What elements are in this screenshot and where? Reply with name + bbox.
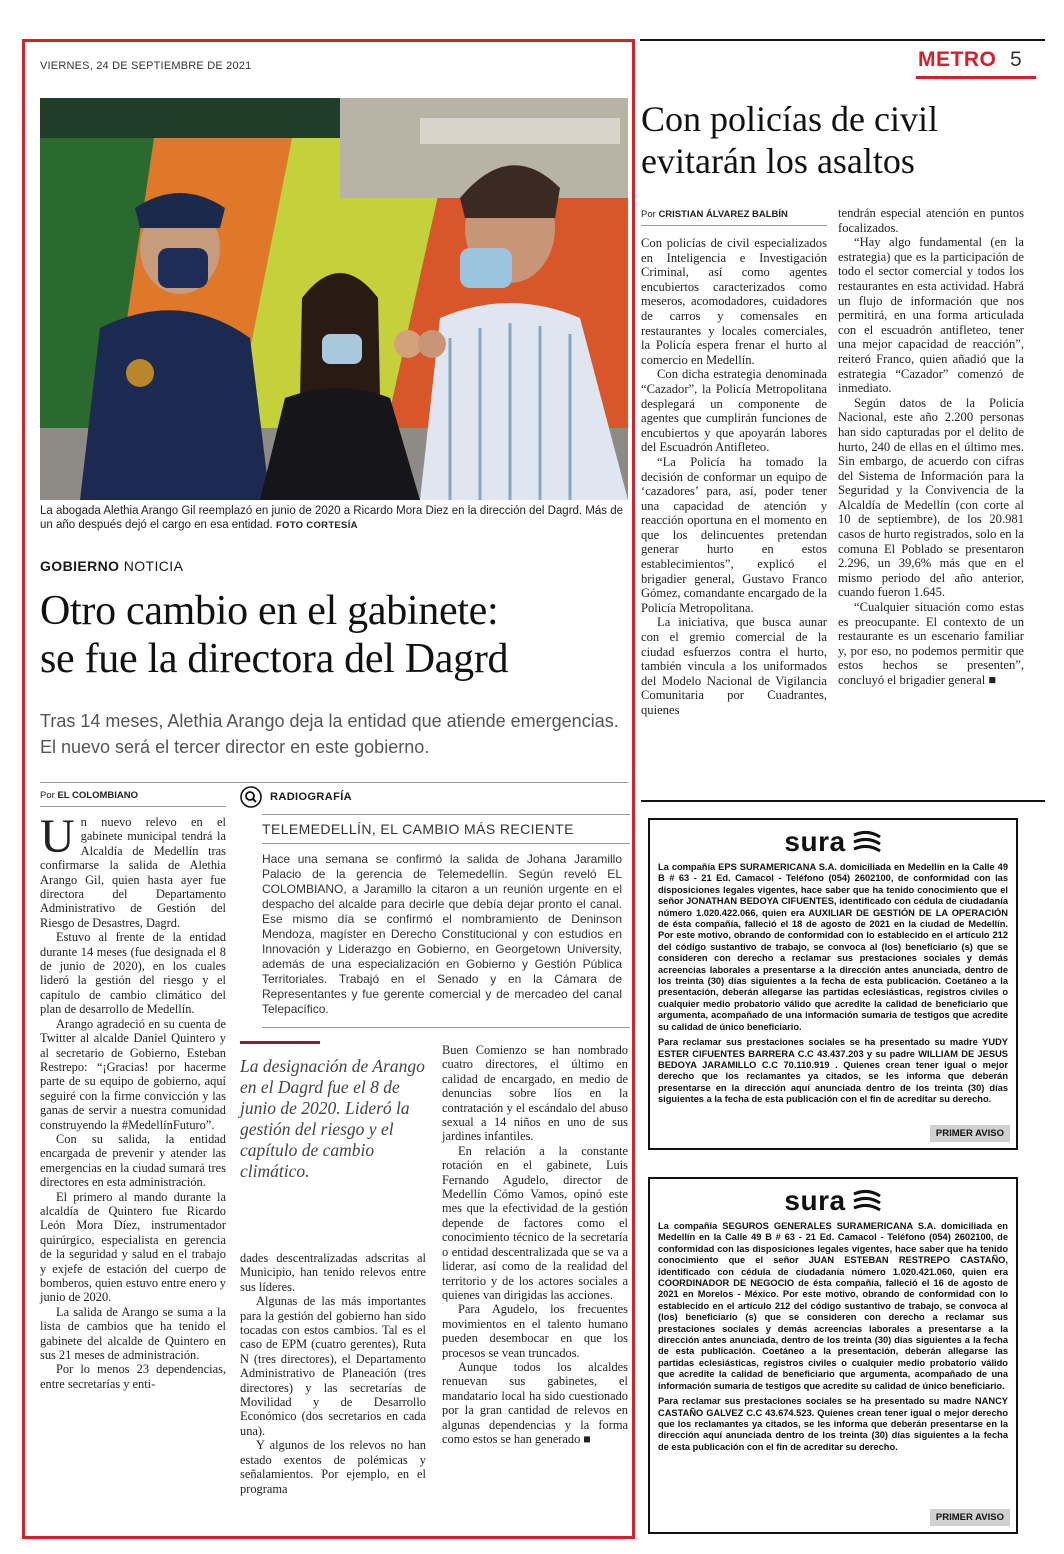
search-icon	[240, 786, 262, 808]
photo-illustration	[40, 98, 628, 500]
logo-text: sura	[784, 1185, 846, 1216]
paragraph	[40, 810, 226, 930]
pull-quote-rule	[240, 1041, 320, 1044]
right-byline-rule	[641, 225, 827, 226]
radiografia-title: TELEMEDELLÍN, EL CAMBIO MÁS RECIENTE	[262, 821, 574, 837]
radiografia-rule-bottom	[262, 1027, 630, 1028]
photo-caption	[40, 504, 630, 533]
paragraph: “Hay algo fundamental (en la estrategia) que es la participación de todo el sector comercial y todos los restaurantes en esta actividad. Habrá un flujo de información que nos permitirá, en una forma articulada con el escuadrón antifleteo, tener una mejor capacidad de reacción”, reiteró Franco, quien añadió que la estrategia “Cazador” comenzó de inmediato.	[838, 235, 1024, 396]
right-byline	[641, 209, 788, 220]
paragraph-text: n nuevo relevo en el gabinete municipal tendrá la Alcaldía de Medellín tras confirmarse la salida de Alethia Arango Gil, quien hasta ayer fue directora del Departamento Administrativo de Gestión del Riesgo de Desastres, Dagrd.	[40, 815, 226, 930]
notice-badge: PRIMER AVISO	[930, 1125, 1010, 1142]
main-column-1	[40, 810, 226, 1391]
paragraph: Buen Comienzo se han nombrado cuatro directores, el último en calidad de encargado, en medio de denuncias sobre líos en la contratación y el escándalo del abuso sexual a 14 niños en uno de sus jardines infantiles.	[442, 1043, 628, 1144]
paragraph: La iniciativa, que busca aunar con el gremio comercial de la ciudad esfuerzos contra el hurto, también vincula a los uniformados del Modelo Nacional de Vigilancia Comunitaria por Cuadrantes, quienes	[641, 615, 827, 717]
paragraph: La salida de Arango se suma a la lista de cambios que ha tenido el gabinete del alcalde de Quintero en sus 21 meses de administración.	[40, 1304, 226, 1363]
paragraph: dades descentralizadas adscritas al Municipio, han tenido relevos entre sus líderes.	[240, 1251, 426, 1294]
notice-paragraph-2: Para reclamar sus prestaciones sociales se ha presentado su madre YUDY ESTER CIFUENTES BARRERA C.C 43.437.203 y su padre WILLIAM DE JESUS BEDOYA JARAMILLO C.C 70.110.919 . Quienes crean tener igual o mejor derecho que los reclamantes ya citados, se les informa que deberán presentarse en la dirección aquí anunciada dentro de los treinta (30) días siguientes a la fecha de esta publicación con el fin de acreditar su derecho.	[658, 1037, 1008, 1105]
byline-author: CRISTIAN ÁLVAREZ BALBÍN	[658, 209, 788, 220]
paragraph: Aunque todos los alcaldes renuevan sus gabinetes, el mandatario local ha sido cuestionado por la gran cantidad de relevos en algunas dependencias y la forma como estos se han generado ■	[442, 1359, 628, 1446]
main-column-3	[442, 1043, 628, 1446]
pull-quote: La designación de Arango en el Dagrd fue el 8 de junio de 2020. Lideró la gestión del riesgo y el capítulo de cambio climático.	[240, 1056, 425, 1181]
sura-logo	[658, 1185, 1008, 1217]
top-rule	[640, 39, 1045, 41]
paragraph: Estuvo al frente de la entidad durante 14 meses (fue designada el 8 de junio de 2020), en los cuales lideró la gestión del riesgo y el capítulo de cambio climático del plan de desarrollo de Medellín.	[40, 930, 226, 1017]
issue-date: VIERNES, 24 DE SEPTIEMBRE DE 2021	[40, 60, 252, 72]
byline-author: EL COLOMBIANO	[57, 790, 139, 801]
paragraph: “Cualquier situación como estas es preocupante. El contexto de un restaurante es un escenario familiar y, por eso, no podemos permitir que estos hechos se presenten”, concluyó el brigadier general ■	[838, 600, 1024, 687]
byline-prefix: Por	[641, 209, 656, 220]
sura-logo	[658, 826, 1008, 858]
legal-notice-1	[648, 818, 1018, 1150]
paragraph: Por lo menos 23 dependencias, entre secretarías y enti-	[40, 1362, 226, 1391]
byline-rule	[40, 806, 226, 807]
headline-line-1: Otro cambio en el gabinete:	[40, 588, 499, 634]
sura-swoosh-icon	[852, 829, 882, 855]
legal-notice-2	[648, 1177, 1018, 1534]
radiografia-rule-mid	[262, 843, 630, 844]
deck-rule	[40, 782, 628, 783]
right-headline-line-1: Con policías de civil	[641, 99, 938, 139]
article-photo	[40, 98, 628, 500]
section-name: METRO	[918, 48, 997, 71]
notice-badge: PRIMER AVISO	[930, 1509, 1010, 1526]
right-headline-line-2: evitarán los asaltos	[641, 141, 915, 181]
right-column-2	[838, 206, 1024, 688]
radiografia-text: Hace una semana se confirmó la salida de Johana Jaramillo Palacio de la gerencia de Telemedellín. Según reveló EL COLOMBIANO, a Jaramillo la citaron a un reunión urgente en el despacho del alcalde para decirle que debía dejar pronto el canal. Ese mismo día se confirmó el nombramiento de Deninson Mendoza, magíster en Derecho Constitucional y con estudios en Innovación y Liderazgo en Gobierno, en Georgetown University, además de una especialización en Gobierno y Gestión Pública Territoriales. Trabajó en el Senado y en la Cámara de Representantes y fue gerente comercial y de mercadeo del canal Telepacífico.	[262, 852, 622, 1016]
right-column-1	[641, 236, 827, 718]
paragraph: Con su salida, la entidad encargada de prevenir y atender las emergencias en la ciudad sumará tres directores en esta administración.	[40, 1131, 226, 1190]
paragraph: Arango agradeció en su cuenta de Twitter al alcalde Daniel Quintero y al secretario de Gobierno, Esteban Restrepo: “¡Gracias! por hacerme parte de su equipo de gobierno, aquí seguiré con la firme convicción y las ganas de servir a nuestra comunidad construyendo la #MedellínFuturo”.	[40, 1016, 226, 1132]
paragraph: Con policías de civil especializados en Inteligencia e Investigación Criminal, así como agentes encubiertos caracterizados como meseros, acomodadores, cuidadores de carros y comensales en restaurantes y locales comerciales, la Policía espera frenar el hurto al comercio en Medellín.	[641, 236, 827, 367]
notice-paragraph-1: La compañía SEGUROS GENERALES SURAMERICANA S.A. domiciliada en Medellín en la Calle 49 B # 63 - 21 Ed. Camacol - Teléfono (054) 2602100, de conformidad con las disposiciones legales vigentes, hace saber que ha tenido conocimiento que el señor JUAN ESTEBAN RESTREPO CASTAÑO, identificado con cédula de ciudadanía número 1.020.421.060, quien era COORDINADOR DE NEGOCIO de ésta compañía, falleció el 16 de agosto de 2021 en Morelos - México. Por este motivo, obrando de conformidad con lo establecido en el artículo 212 del código sustantivo de trabajo, se convoca al (los) beneficiario (s) que se consideren con derecho a reclamar sus prestaciones sociales y demás acreencias laborales a presentarse a la dirección antes anunciada, dentro de los treinta (30) días siguientes a la fecha de esta publicación. Coetáneo a la presentación, deberán allegarse las partidas eclesiásticas, registros civiles o cualquier medio probatorio válido que acredite la calidad de beneficiario que argumenta, acompañado de una información sumaria de testigos que acredite su calidad de único beneficiario.	[658, 1221, 1008, 1391]
byline-prefix: Por	[40, 790, 55, 801]
paragraph: En relación a la constante rotación en el gabinete, Luis Fernando Agudelo, director de Medellín Cómo Vamos, opinó este mes que la efectividad de la gestión depende de factores como el conocimiento técnico de la secretaría o entidad descentralizada que se va a liderar, así como de la realidad del territorio y de los actores sociales a quienes van dirigidas las acciones.	[442, 1143, 628, 1302]
paragraph: “La Policía ha tomado la decisión de conformar un equipo de ‘cazadores’ para, así, poder tener una capacidad de atención y reacción oportuna en el momento en que los delincuentes pretendan generar hurto en estos establecimientos”, explicó el brigadier general, Gustavo Franco Gómez, comandante encargado de la Policía Metropolitana.	[641, 454, 827, 615]
photo-credit: FOTO CORTESÍA	[275, 520, 358, 531]
notice-paragraph-1: La compañía EPS SURAMERICANA S.A. domiciliada en Medellín en la Calle 49 B # 63 - 21 Ed. Camacol - Teléfono (054) 2602100, de conformidad con las disposiciones legales vigentes, hace saber que ha tenido conocimiento que el señor JONATHAN BEDOYA CIFUENTES, identificado con cédula de ciudadanía número 1.020.422.066, quien era AUXILIAR DE GESTIÓN DE LA OPERACIÓN de ésta compañía, falleció el 18 de agosto de 2021 en la ciudad de Medellín. Por este motivo, obrando de conformidad con lo establecido en el artículo 212 del código sustantivo de trabajo, se convoca al (los) beneficiario (s) que se consideren con derecho a reclamar sus prestaciones sociales y demás acreencias laborales a presentarse a la dirección antes anunciada, dentro de los treinta (30) días siguientes a la fecha de esta publicación. Coetáneo a la presentación, deberán allegarse las partidas eclesiásticas, registros civiles o cualquier medio probatorio válido que acredite la calidad de beneficiario que argumenta, acompañado de una información sumaria de testigos que acredite su calidad de único beneficiario.	[658, 862, 1008, 1032]
right-article-rule	[641, 800, 1045, 802]
headline-line-2: se fue la directora del Dagrd	[40, 636, 509, 682]
paragraph: Según datos de la Policía Nacional, este año 2.200 personas han sido capturadas por el delito de hurto, 240 de ellas en el último mes. Sin embargo, de acuerdo con cifras del Sistema de Información para la Seguridad y la Convivencia de la Alcaldía de Medellín (con corte al 10 de septiembre), de los 20.981 casos de hurto registrados, solo en la comuna El Poblado se presentaron 2.296, un 39,6% más que en el mismo periodo del año anterior, cuando fueron 1.645.	[838, 395, 1024, 600]
paragraph: Y algunos de los relevos no han estado exentos de polémicas y señalamientos. Por ejemplo, en el programa	[240, 1438, 426, 1496]
page-number: 5	[1010, 48, 1022, 71]
paragraph: tendrán especial atención en puntos focalizados.	[838, 206, 1024, 235]
paragraph: Para Agudelo, los frecuentes movimientos en el talento humano pueden desembocar en que los procesos se vean truncados.	[442, 1302, 628, 1360]
caption-text: La abogada Alethia Arango Gil reemplazó en junio de 2020 a Ricardo Mora Diez en la dirección del Dagrd. Más de un año después dejó el cargo en esa entidad.	[40, 505, 624, 531]
radiografia-box	[240, 786, 630, 1014]
radiografia-rule-top	[262, 814, 630, 815]
article-deck: Tras 14 meses, Alethia Arango deja la entidad que atiende emergencias. El nuevo será el tercer director en este gobierno.	[40, 711, 619, 757]
kicker-type: NOTICIA	[123, 558, 184, 574]
right-headline	[641, 98, 1056, 182]
main-byline	[40, 790, 138, 801]
dropcap: U	[40, 810, 75, 863]
sura-swoosh-icon	[852, 1188, 882, 1214]
paragraph: Con dicha estrategia denominada “Cazador”, la Policía Metropolitana desplegará un componente de agentes que cumplirán funciones de encubiertos y que apoyarán labores del Escuadrón Antifleteo.	[641, 367, 827, 455]
section-rule	[916, 76, 1036, 79]
main-column-2	[240, 1251, 426, 1496]
main-headline	[40, 587, 630, 683]
kicker-section: GOBIERNO	[40, 558, 120, 574]
paragraph: El primero al mando durante la alcaldía de Quintero fue Ricardo León Mora Díez, instrumentador quirúrgico, especialista en gerencia de la seguridad y salud en el trabajo y exjefe de estación del cuerpo de bomberos, quien estuvo entre enero y junio de 2020.	[40, 1189, 226, 1305]
logo-text: sura	[784, 826, 846, 857]
paragraph: Algunas de las más importantes para la gestión del gobierno han sido tocadas con estos cambios. Tal es el caso de EPM (cuatro gerentes), Ruta N (tres directores), el Departamento Administrativo de Planeación (tres directores) y las secretarías de Movilidad y de Desarrollo Económico (dos secretarios en cada una).	[240, 1294, 426, 1438]
article-kicker	[40, 558, 183, 574]
notice-paragraph-2: Para reclamar sus prestaciones sociales se ha presentado su madre NANCY CASTAÑO GALVEZ C.C 43.674.523. Quienes crean tener igual o mejor derecho que los reclamantes ya citados, se les informa que deberán presentarse en la dirección aquí anunciada dentro de los treinta (30) días siguientes a la fecha de esta publicación con el fin de acreditar su derecho.	[658, 1396, 1008, 1452]
radiografia-header	[240, 786, 630, 808]
radiografia-label: RADIOGRAFÍA	[270, 791, 353, 803]
